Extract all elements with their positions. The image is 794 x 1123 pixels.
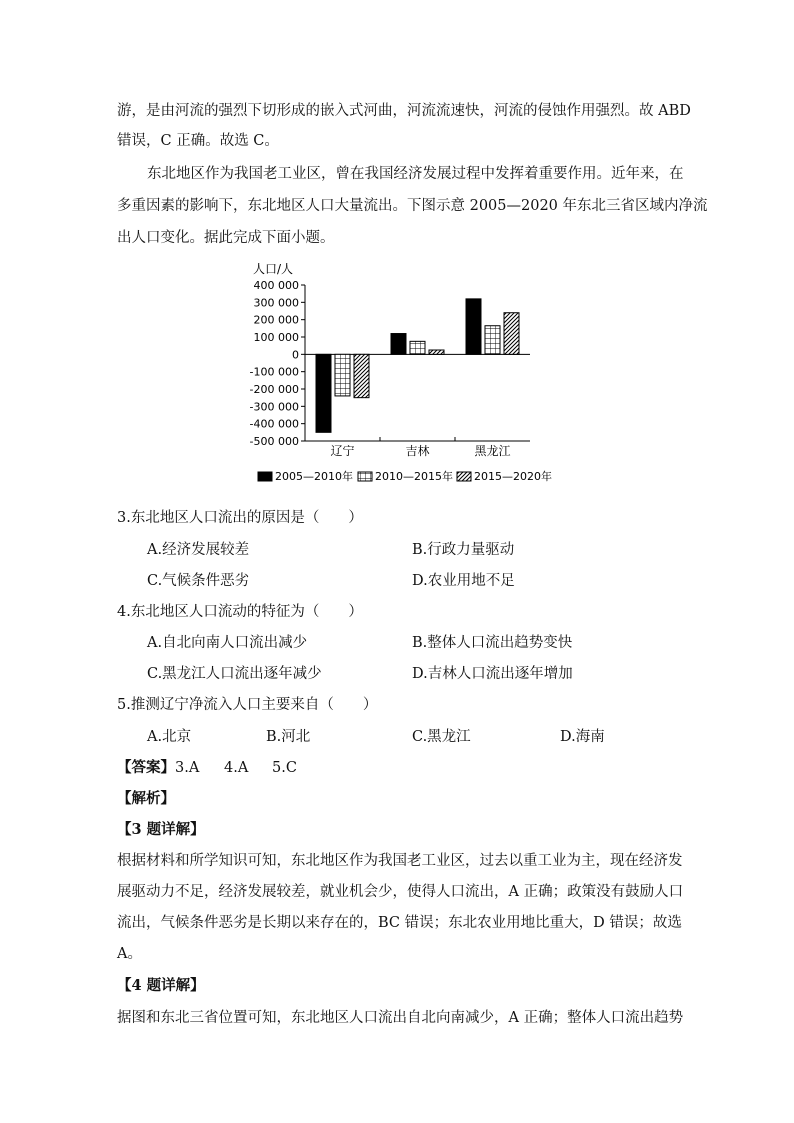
question-4-option-d: D.吉林人口流出逐年增加 <box>412 666 573 682</box>
question-3-option-c: C.气候条件恶劣 <box>147 573 250 589</box>
legend-swatch-solid <box>258 472 272 481</box>
legend-swatch-grid <box>358 472 372 481</box>
question-5-option-d: D.海南 <box>560 729 605 745</box>
x-category-label: 黑龙江 <box>474 444 511 458</box>
question-4-option-a: A.自北向南人口流出减少 <box>147 635 308 651</box>
question-5-option-c: C.黑龙江 <box>412 729 471 745</box>
q3-detail-line-4: A。 <box>117 946 142 962</box>
answer-label: 【答案】 <box>117 759 175 776</box>
y-axis-label: 人口/人 <box>253 262 294 276</box>
bar-solid <box>316 354 331 432</box>
intro-line-2: 错误，C 正确。故选 C。 <box>117 133 279 149</box>
q3-detail-line-2: 展驱动力不足，经济发展较差，就业机会少，使得人口流出，A 正确；政策没有鼓励人口 <box>117 884 684 900</box>
bar-grid <box>335 354 350 396</box>
y-tick-label: -200 000 <box>249 383 299 396</box>
question-5-option-b: B.河北 <box>266 729 311 745</box>
question-3-option-b: B.行政力量驱动 <box>412 542 515 558</box>
q4-detail-line-1: 据图和东北三省位置可知，东北地区人口流出自北向南减少，A 正确；整体人口流出趋势 <box>117 1010 684 1026</box>
bar-hatch <box>429 350 444 354</box>
bar-grid <box>485 326 500 355</box>
y-tick-label: 300 000 <box>253 296 299 310</box>
y-tick-label: 0 <box>292 348 299 362</box>
y-tick-label: -300 000 <box>249 400 299 414</box>
question-5-stem: 5.推测辽宁净流入人口主要来自（ ） <box>117 697 378 713</box>
population-outflow-chart <box>225 258 565 498</box>
y-tick-label: -500 000 <box>249 435 299 448</box>
bar-hatch <box>354 354 369 397</box>
question-3-option-a: A.经济发展较差 <box>147 542 250 558</box>
y-tick-label: 200 000 <box>253 313 299 327</box>
legend-swatch-hatch <box>457 472 471 481</box>
question-5-option-a: A.北京 <box>147 729 192 745</box>
y-tick-label: 400 000 <box>253 279 299 292</box>
question-3-stem: 3.东北地区人口流出的原因是（ ） <box>117 510 363 526</box>
question-4-option-b: B.整体人口流出趋势变快 <box>412 635 573 651</box>
passage-line-2: 多重因素的影响下，东北地区人口大量流出。下图示意 2005—2020 年东北三省区域内净流 <box>117 198 708 214</box>
answer-4: 4.A <box>224 760 249 776</box>
bar-solid <box>466 299 481 354</box>
y-tick-label: -400 000 <box>249 417 299 431</box>
x-category-label: 辽宁 <box>330 444 355 458</box>
q3-detail-heading: 【3 题详解】 <box>117 821 205 838</box>
bar-grid <box>410 341 425 354</box>
passage-line-1: 东北地区作为我国老工业区，曾在我国经济发展过程中发挥着重要作用。近年来，在 <box>147 166 684 182</box>
y-tick-label: 100 000 <box>253 331 299 344</box>
answer-3: 3.A <box>175 760 200 776</box>
analysis-label: 【解析】 <box>117 790 175 807</box>
bar-solid <box>391 334 406 355</box>
q3-detail-line-1: 根据材料和所学知识可知，东北地区作为我国老工业区，过去以重工业为主，现在经济发 <box>117 853 683 869</box>
q4-detail-heading: 【4 题详解】 <box>117 977 205 994</box>
question-3-option-d: D.农业用地不足 <box>412 573 515 589</box>
legend-label: 2015—2020年 <box>474 470 552 483</box>
q3-detail-line-3: 流出，气候条件恶劣是长期以来存在的，BC 错误；东北农业用地比重大，D 错误；故选 <box>117 915 682 931</box>
question-4-option-c: C.黑龙江人口流出逐年减少 <box>147 666 322 682</box>
y-tick-label: -100 000 <box>249 365 299 379</box>
passage-line-3: 出人口变化。据此完成下面小题。 <box>117 230 335 246</box>
legend-label: 2005—2010年 <box>275 470 353 483</box>
x-category-label: 吉林 <box>405 444 430 458</box>
bar-hatch <box>504 313 519 355</box>
legend-label: 2010—2015年 <box>375 470 453 483</box>
question-4-stem: 4.东北地区人口流动的特征为（ ） <box>117 604 363 620</box>
intro-line-1: 游，是由河流的强烈下切形成的嵌入式河曲，河流流速快，河流的侵蚀作用强烈。故 ABD <box>117 103 691 119</box>
answer-5: 5.C <box>272 760 297 776</box>
